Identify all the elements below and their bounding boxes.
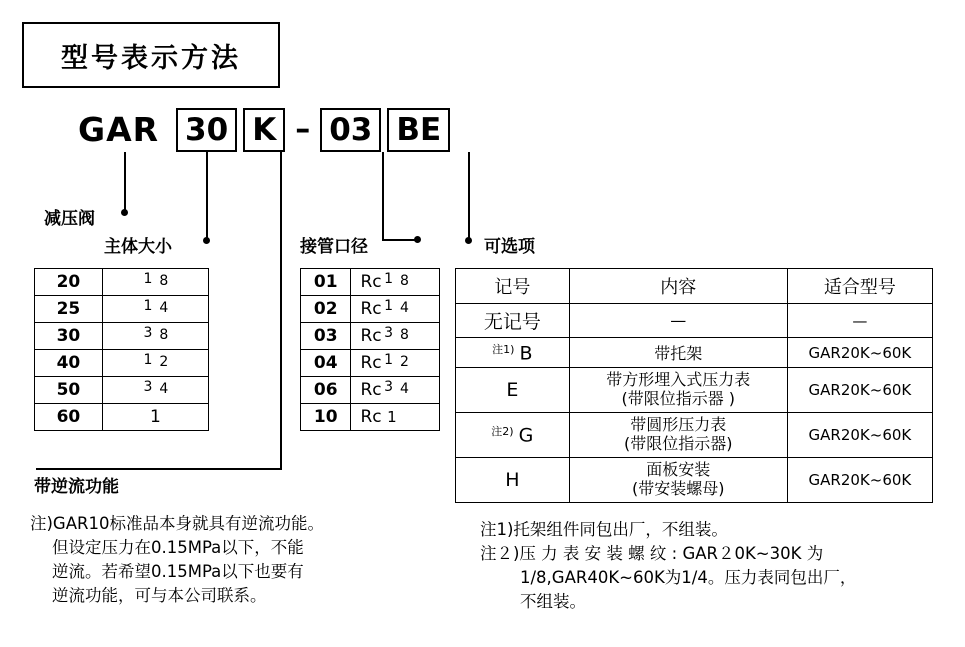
- option-table-header-row: [456, 269, 933, 304]
- option-symbol: E: [456, 368, 570, 413]
- option-desc-line2: (带限位指示器 ): [621, 389, 736, 409]
- table-row: [301, 404, 440, 431]
- option-desc: [569, 457, 787, 502]
- option-desc: —: [569, 304, 787, 338]
- table-row: [35, 404, 209, 431]
- port-code: 01: [301, 269, 351, 296]
- model-code-option: BE: [387, 108, 450, 152]
- table-row: [301, 296, 440, 323]
- option-symbol: H: [456, 457, 570, 502]
- note-right-line-4: 不组装。: [520, 591, 586, 611]
- port-code: 03: [301, 323, 351, 350]
- fraction: 1: [384, 352, 393, 368]
- callout-port-size: 接管口径: [300, 237, 368, 257]
- fraction-den-wrap: 4: [399, 381, 409, 397]
- fraction: 3: [384, 325, 393, 341]
- table-row: [35, 269, 209, 296]
- size-value: [102, 296, 208, 323]
- model-code-k: K: [243, 108, 285, 152]
- table-row: [456, 304, 933, 338]
- size-code: 60: [35, 404, 103, 431]
- fraction: 1: [143, 352, 153, 368]
- size-value: [102, 269, 208, 296]
- body-size-table-body: [35, 269, 209, 431]
- model-code-dash: –: [295, 112, 311, 147]
- option-table: [455, 268, 933, 503]
- fraction-den-wrap: 4: [399, 300, 409, 316]
- option-symbol: 无记号: [456, 304, 570, 338]
- size-code: 20: [35, 269, 103, 296]
- fraction-den-wrap: 8: [159, 327, 169, 343]
- port-rc: Rc: [360, 353, 382, 373]
- size-code: 30: [35, 323, 103, 350]
- table-row: [35, 296, 209, 323]
- port-code: 10: [301, 404, 351, 431]
- fraction-den-wrap: 8: [399, 327, 409, 343]
- table-row: [456, 457, 933, 502]
- callout-option: 可选项: [484, 237, 535, 257]
- size-value: [102, 377, 208, 404]
- port-code: 04: [301, 350, 351, 377]
- port-value: [351, 269, 440, 296]
- size-code: 25: [35, 296, 103, 323]
- port-value: [351, 377, 440, 404]
- fraction-den-wrap: 4: [159, 300, 169, 316]
- fraction: 1: [384, 271, 393, 287]
- port-code: 06: [301, 377, 351, 404]
- notes-right: [480, 518, 950, 614]
- table-row: [301, 323, 440, 350]
- option-desc-line2: (带限位指示器): [624, 433, 733, 453]
- port-rc: Rc: [360, 407, 382, 427]
- leader-line-reducing-valve: [124, 152, 126, 212]
- fraction: 3: [143, 379, 153, 395]
- port-rc: Rc: [360, 299, 382, 319]
- fraction: 3: [143, 325, 153, 341]
- option-desc-line1: 带圆形压力表: [630, 415, 727, 435]
- option-model: GAR20K~60K: [787, 413, 932, 458]
- leader-dot-option: [465, 237, 472, 244]
- callout-backflow: 带逆流功能: [34, 477, 119, 497]
- option-header-content: 内容: [569, 269, 787, 304]
- option-table-body: [456, 269, 933, 503]
- fraction-den-wrap: 4: [159, 381, 169, 397]
- leader-line-backflow: [280, 152, 282, 470]
- model-code-prefix: GAR: [78, 110, 160, 149]
- option-desc-line1: 带方形埋入式压力表: [606, 370, 751, 390]
- table-row: [456, 338, 933, 368]
- option-note-marker: 注2): [491, 425, 514, 439]
- port-rc: Rc: [360, 380, 382, 400]
- port-value: [351, 350, 440, 377]
- leader-hline-port-size: [382, 239, 418, 241]
- title-box: [22, 22, 280, 88]
- port-rc: Rc: [360, 272, 382, 292]
- note-left-line-2: 但设定压力在0.15MPa以下，不能: [52, 537, 304, 557]
- note-right-line-2: 注２)压 力 表 安 装 螺 纹 : GAR２0K~30K 为: [480, 543, 824, 563]
- option-symbol: $^{注1)}$ B: [456, 338, 570, 368]
- leader-dot-port-size: [414, 236, 421, 243]
- option-model: GAR20K~60K: [787, 338, 932, 368]
- fraction-den-wrap: 2: [399, 354, 409, 370]
- option-header-model: 适合型号: [787, 269, 932, 304]
- table-row: [456, 413, 933, 458]
- port-value: [351, 404, 440, 431]
- option-symbol: $^{注2)}$ G: [456, 413, 570, 458]
- option-model: GAR20K~60K: [787, 457, 932, 502]
- callout-reducing-valve: 减压阀: [44, 209, 95, 229]
- table-row: [35, 323, 209, 350]
- option-model: GAR20K~60K: [787, 368, 932, 413]
- option-note-marker: 注1): [492, 343, 515, 356]
- table-row: [35, 377, 209, 404]
- model-code-body-size: 30: [176, 108, 237, 152]
- leader-line-option: [468, 152, 470, 240]
- body-size-table: [34, 268, 209, 431]
- port-code: 02: [301, 296, 351, 323]
- table-row: [456, 368, 933, 413]
- leader-hline-backflow: [36, 468, 282, 470]
- size-code: 40: [35, 350, 103, 377]
- model-code-port: 03: [320, 108, 381, 152]
- size-value: [102, 350, 208, 377]
- note-left-line-4: 逆流功能，可与本公司联系。: [52, 585, 267, 605]
- table-row: [301, 377, 440, 404]
- fraction: 1: [143, 271, 153, 287]
- port-size-table-body: [301, 269, 440, 431]
- note-left-line-1: 注)GAR10标准品本身就具有逆流功能。: [30, 514, 324, 533]
- leader-line-body-size: [206, 152, 208, 240]
- option-desc-line1: 面板安装: [646, 459, 711, 479]
- table-row: [35, 350, 209, 377]
- size-value: 1: [102, 404, 208, 431]
- port-rc: Rc: [360, 326, 382, 346]
- fraction-den-wrap: 8: [159, 273, 169, 289]
- fraction: 1: [143, 298, 153, 314]
- fraction-den-wrap: 2: [159, 354, 169, 370]
- size-value: [102, 323, 208, 350]
- leader-dot-reducing-valve: [121, 209, 128, 216]
- option-desc: [569, 413, 787, 458]
- leader-line-port-size: [382, 152, 384, 240]
- leader-dot-body-size: [203, 237, 210, 244]
- fraction-den-wrap: 8: [399, 273, 409, 289]
- option-desc: [569, 368, 787, 413]
- note-right-line-3: 1/8,GAR40K~60K为1/4。压力表同包出厂，: [520, 567, 857, 587]
- port-value: [351, 296, 440, 323]
- fraction: 1: [384, 298, 393, 314]
- option-desc: 带托架: [569, 338, 787, 368]
- option-desc-line2: (带安装螺母): [632, 478, 725, 498]
- port-size-table: [300, 268, 440, 431]
- callout-body-size: 主体大小: [104, 237, 172, 257]
- page-title: 型号表示方法: [61, 42, 241, 74]
- size-code: 50: [35, 377, 103, 404]
- table-row: [301, 269, 440, 296]
- port-plain: 1: [387, 408, 397, 426]
- note-right-line-1: 注1)托架组件同包出厂，不组装。: [480, 520, 728, 539]
- table-row: [301, 350, 440, 377]
- notes-left: [30, 512, 410, 608]
- fraction: 3: [384, 379, 393, 395]
- port-value: [351, 323, 440, 350]
- option-model: —: [787, 304, 932, 338]
- option-header-symbol: 记号: [456, 269, 570, 304]
- note-left-line-3: 逆流。若希望0.15MPa以下也要有: [52, 561, 304, 581]
- model-code-row: [78, 108, 453, 152]
